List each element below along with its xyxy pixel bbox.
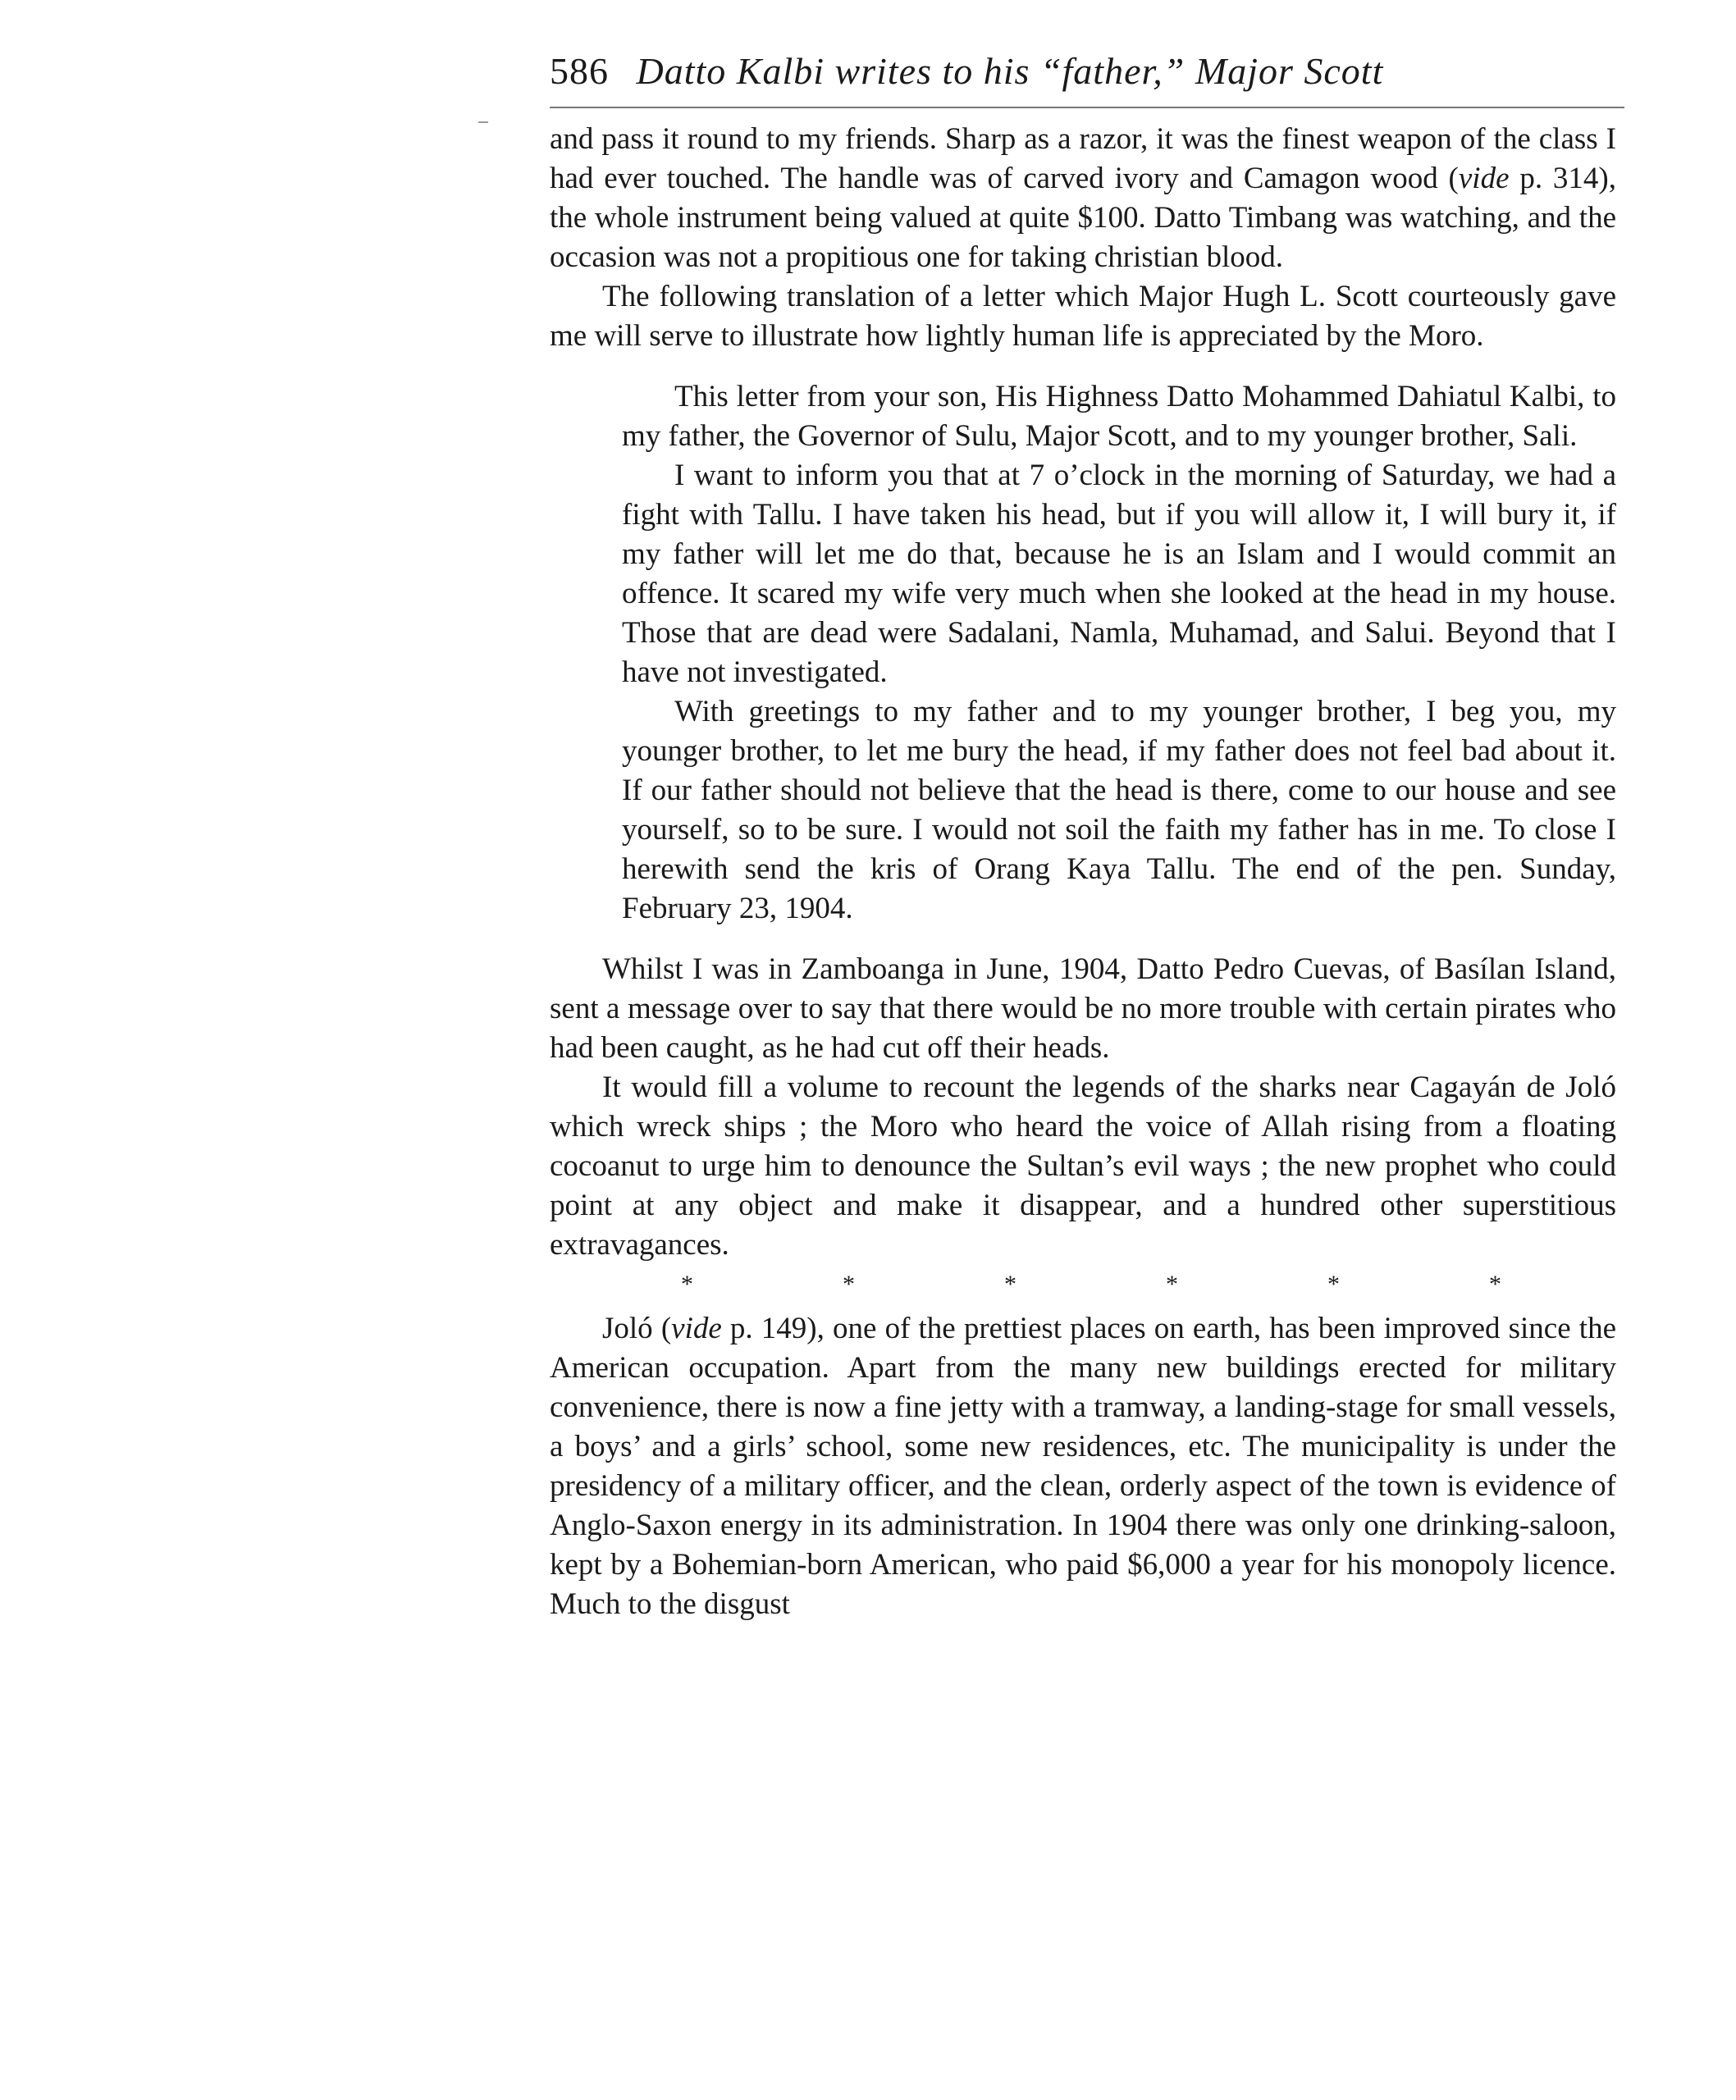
- paragraph-jolo: [550, 1309, 1616, 1624]
- paragraph-continuation: [550, 120, 1616, 277]
- page-number: 586: [550, 50, 609, 92]
- separator-star: *: [1489, 1271, 1501, 1298]
- separator-star: *: [1166, 1271, 1178, 1298]
- letter-paragraph: With greetings to my father and to my younger brother, I beg you, my younger brother, to let me bury the head, if my father does not feel bad about it. If our father should not believe that the head is there, come to our house and see yourself, so to be sure. I would not soil the faith my father has in me. To close I herewith send the kris of Orang Kaya Tallu. The end of the pen. Sunday, February 23, 1904.: [622, 695, 1616, 925]
- letter-paragraph: This letter from your son, His Highness Datto Mohammed Dahiatul Kalbi, to my father, the Governor of Sulu, Major Scott, and to my younger brother, Sali.: [622, 380, 1616, 453]
- section-separator: [681, 1265, 1501, 1304]
- separator-star: *: [843, 1271, 855, 1298]
- paragraph-legends: It would fill a volume to recount the legends of the sharks near Cagayán de Joló which wreck ships ; the Moro who heard the voice of Allah rising from a floating cocoanut to urge him to denounce the Sultan’s evil ways ; the new prophet who could point at any object and make it disappear, and a hundred other superstitious extravagances.: [550, 1071, 1616, 1262]
- quoted-letter: [622, 377, 1616, 929]
- header-rule: [550, 107, 1624, 108]
- text-run: Joló (: [602, 1312, 672, 1345]
- text-run: and pass it round to my friends. Sharp as a razor, it was the finest weapon of the class I had ever touched. The handle was of carved ivory and Camagon wood (: [550, 122, 1616, 195]
- margin-mark: [478, 121, 488, 123]
- paragraph-zamboanga: Whilst I was in Zamboanga in June, 1904, Datto Pedro Cuevas, of Basílan Island, sent a message over to say that there would be no more trouble with certain pirates who had been caught, as he had cut off their heads.: [550, 952, 1616, 1065]
- book-page: [550, 43, 1616, 1624]
- running-title: Datto Kalbi writes to his “father,” Major Scott: [636, 50, 1384, 92]
- running-header: [550, 43, 1616, 100]
- italic-vide: vide: [671, 1312, 722, 1345]
- paragraph-letter-intro: The following translation of a letter which Major Hugh L. Scott courteously gave me will serve to illustrate how lightly human life is appreciated by the Moro.: [550, 280, 1616, 353]
- separator-star: *: [1004, 1271, 1016, 1298]
- separator-star: *: [1327, 1271, 1340, 1298]
- letter-paragraph: I want to inform you that at 7 o’clock in the morning of Saturday, we had a fight with Tallu. I have taken his head, but if you will allow it, I will bury it, if my father will let me do that, because he is an Islam and I would commit an offence. It scared my wife very much when she looked at the head in my house. Those that are dead were Sadalani, Namla, Muhamad, and Salui. Beyond that I have not investigated.: [622, 459, 1616, 689]
- text-run: p. 314), the whole instrument being valued at quite $100. Datto Timbang was watching, and the occasion was not a propitious one for taking christian blood.: [550, 162, 1617, 274]
- separator-star: *: [681, 1271, 693, 1298]
- italic-vide: vide: [1458, 162, 1510, 195]
- text-run: p. 149), one of the prettiest places on earth, has been improved since the American occupation. Apart from the many new buildings erected for military convenience, there is now a fine jetty with a tramway, a landing-stage for small vessels, a boys’ and a girls’ school, some new residences, etc. The municipality is under the presidency of a military officer, and the clean, orderly aspect of the town is evidence of Anglo-Saxon energy in its administration. In 1904 there was only one drinking-saloon, kept by a Bohemian-born American, who paid $6,000 a year for his monopoly licence. Much to the disgust: [550, 1312, 1616, 1621]
